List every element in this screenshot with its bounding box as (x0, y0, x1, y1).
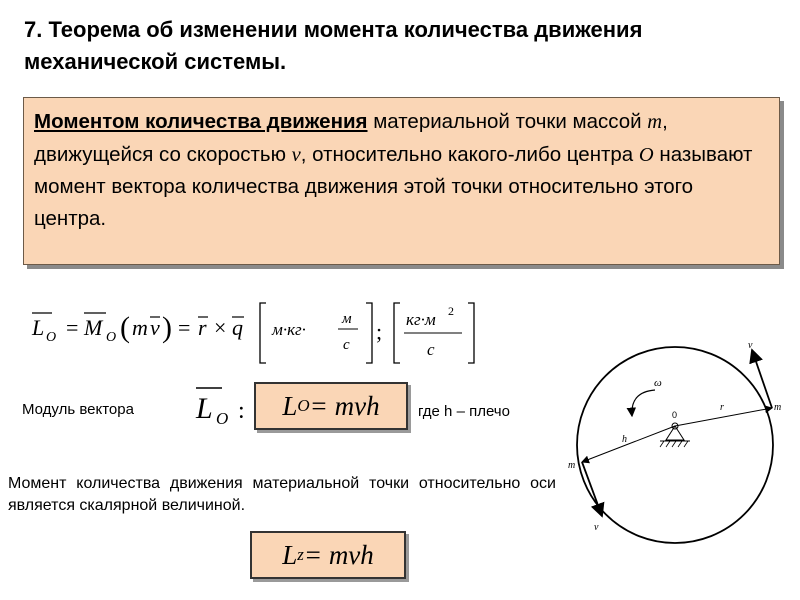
svg-text:q: q (232, 315, 243, 340)
svg-text:O: O (106, 330, 117, 345)
lz-rhs: = mvh (303, 539, 374, 570)
svg-text:m: m (132, 315, 148, 340)
definition-box (23, 97, 780, 265)
svg-text:с: с (427, 340, 435, 359)
omega-label: ω (654, 377, 662, 389)
angular-momentum-formula (22, 293, 502, 371)
svg-text:×: × (214, 315, 227, 340)
definition-text-3: , относительно какого-либо центра (300, 142, 639, 166)
svg-text:=: = (178, 315, 191, 340)
where-h-label: где h – плечо (418, 403, 510, 420)
m-right-label: m (774, 402, 782, 413)
definition-text-2: , движущейся со скоростью (34, 110, 668, 166)
svg-text:L: L (32, 315, 45, 340)
v-top-label: v (748, 340, 753, 351)
disk-circle (577, 347, 773, 543)
svg-text::: : (238, 398, 245, 424)
r-label: r (720, 402, 724, 413)
boxed-formula-lz (250, 531, 406, 579)
svg-text:(: ( (120, 311, 130, 344)
slide-title: 7. Теорема об изменении момента количества движения механической системы. (24, 17, 643, 74)
definition-text-4: называют момент вектора количества движения этой точки относительно этого центра. (34, 142, 753, 230)
rotation-diagram (560, 330, 800, 600)
modulus-label: Модуль вектора (22, 401, 134, 418)
axis-moment-paragraph: Момент количества движения материальной точки относительно оси является скалярной величиной. (8, 475, 556, 514)
svg-text:с: с (343, 337, 350, 353)
definition-text-1: материальной точки массой (367, 110, 648, 133)
velocity-symbol: v (291, 143, 301, 166)
svg-text:м: м (342, 311, 352, 327)
h-label: h (622, 434, 627, 445)
definition-term: Моментом количества движения (34, 110, 368, 133)
svg-text:v: v (150, 315, 160, 340)
svg-text:L: L (196, 392, 213, 425)
lo-rhs: = mvh (309, 390, 380, 421)
velocity-bottom-arrow (582, 462, 602, 516)
center-symbol: O (638, 143, 654, 166)
svg-text:;: ; (376, 319, 383, 344)
svg-text:2: 2 (448, 304, 454, 318)
v-bottom-label: v (594, 522, 599, 533)
svg-text:M: M (84, 315, 103, 340)
lz-subscript: z (297, 545, 304, 564)
lo-subscript: O (297, 396, 310, 415)
svg-text:кг·м: кг·м (406, 310, 436, 329)
boxed-formula-lo (254, 382, 408, 430)
svg-text:): ) (162, 311, 172, 344)
svg-text:=: = (66, 315, 79, 340)
svg-text:м·кг·: м·кг· (272, 320, 306, 339)
lo-symbol (192, 380, 254, 434)
m-left-label: m (568, 460, 576, 471)
omega-arrow (632, 390, 655, 416)
center-label: 0 (672, 410, 678, 420)
lz-letter: L (282, 539, 298, 570)
svg-text:O: O (216, 409, 229, 428)
mass-symbol: m (647, 111, 663, 133)
svg-text:r: r (198, 315, 207, 340)
radius-left (582, 426, 675, 462)
lo-letter: L (282, 390, 298, 421)
svg-text:O: O (46, 330, 57, 345)
